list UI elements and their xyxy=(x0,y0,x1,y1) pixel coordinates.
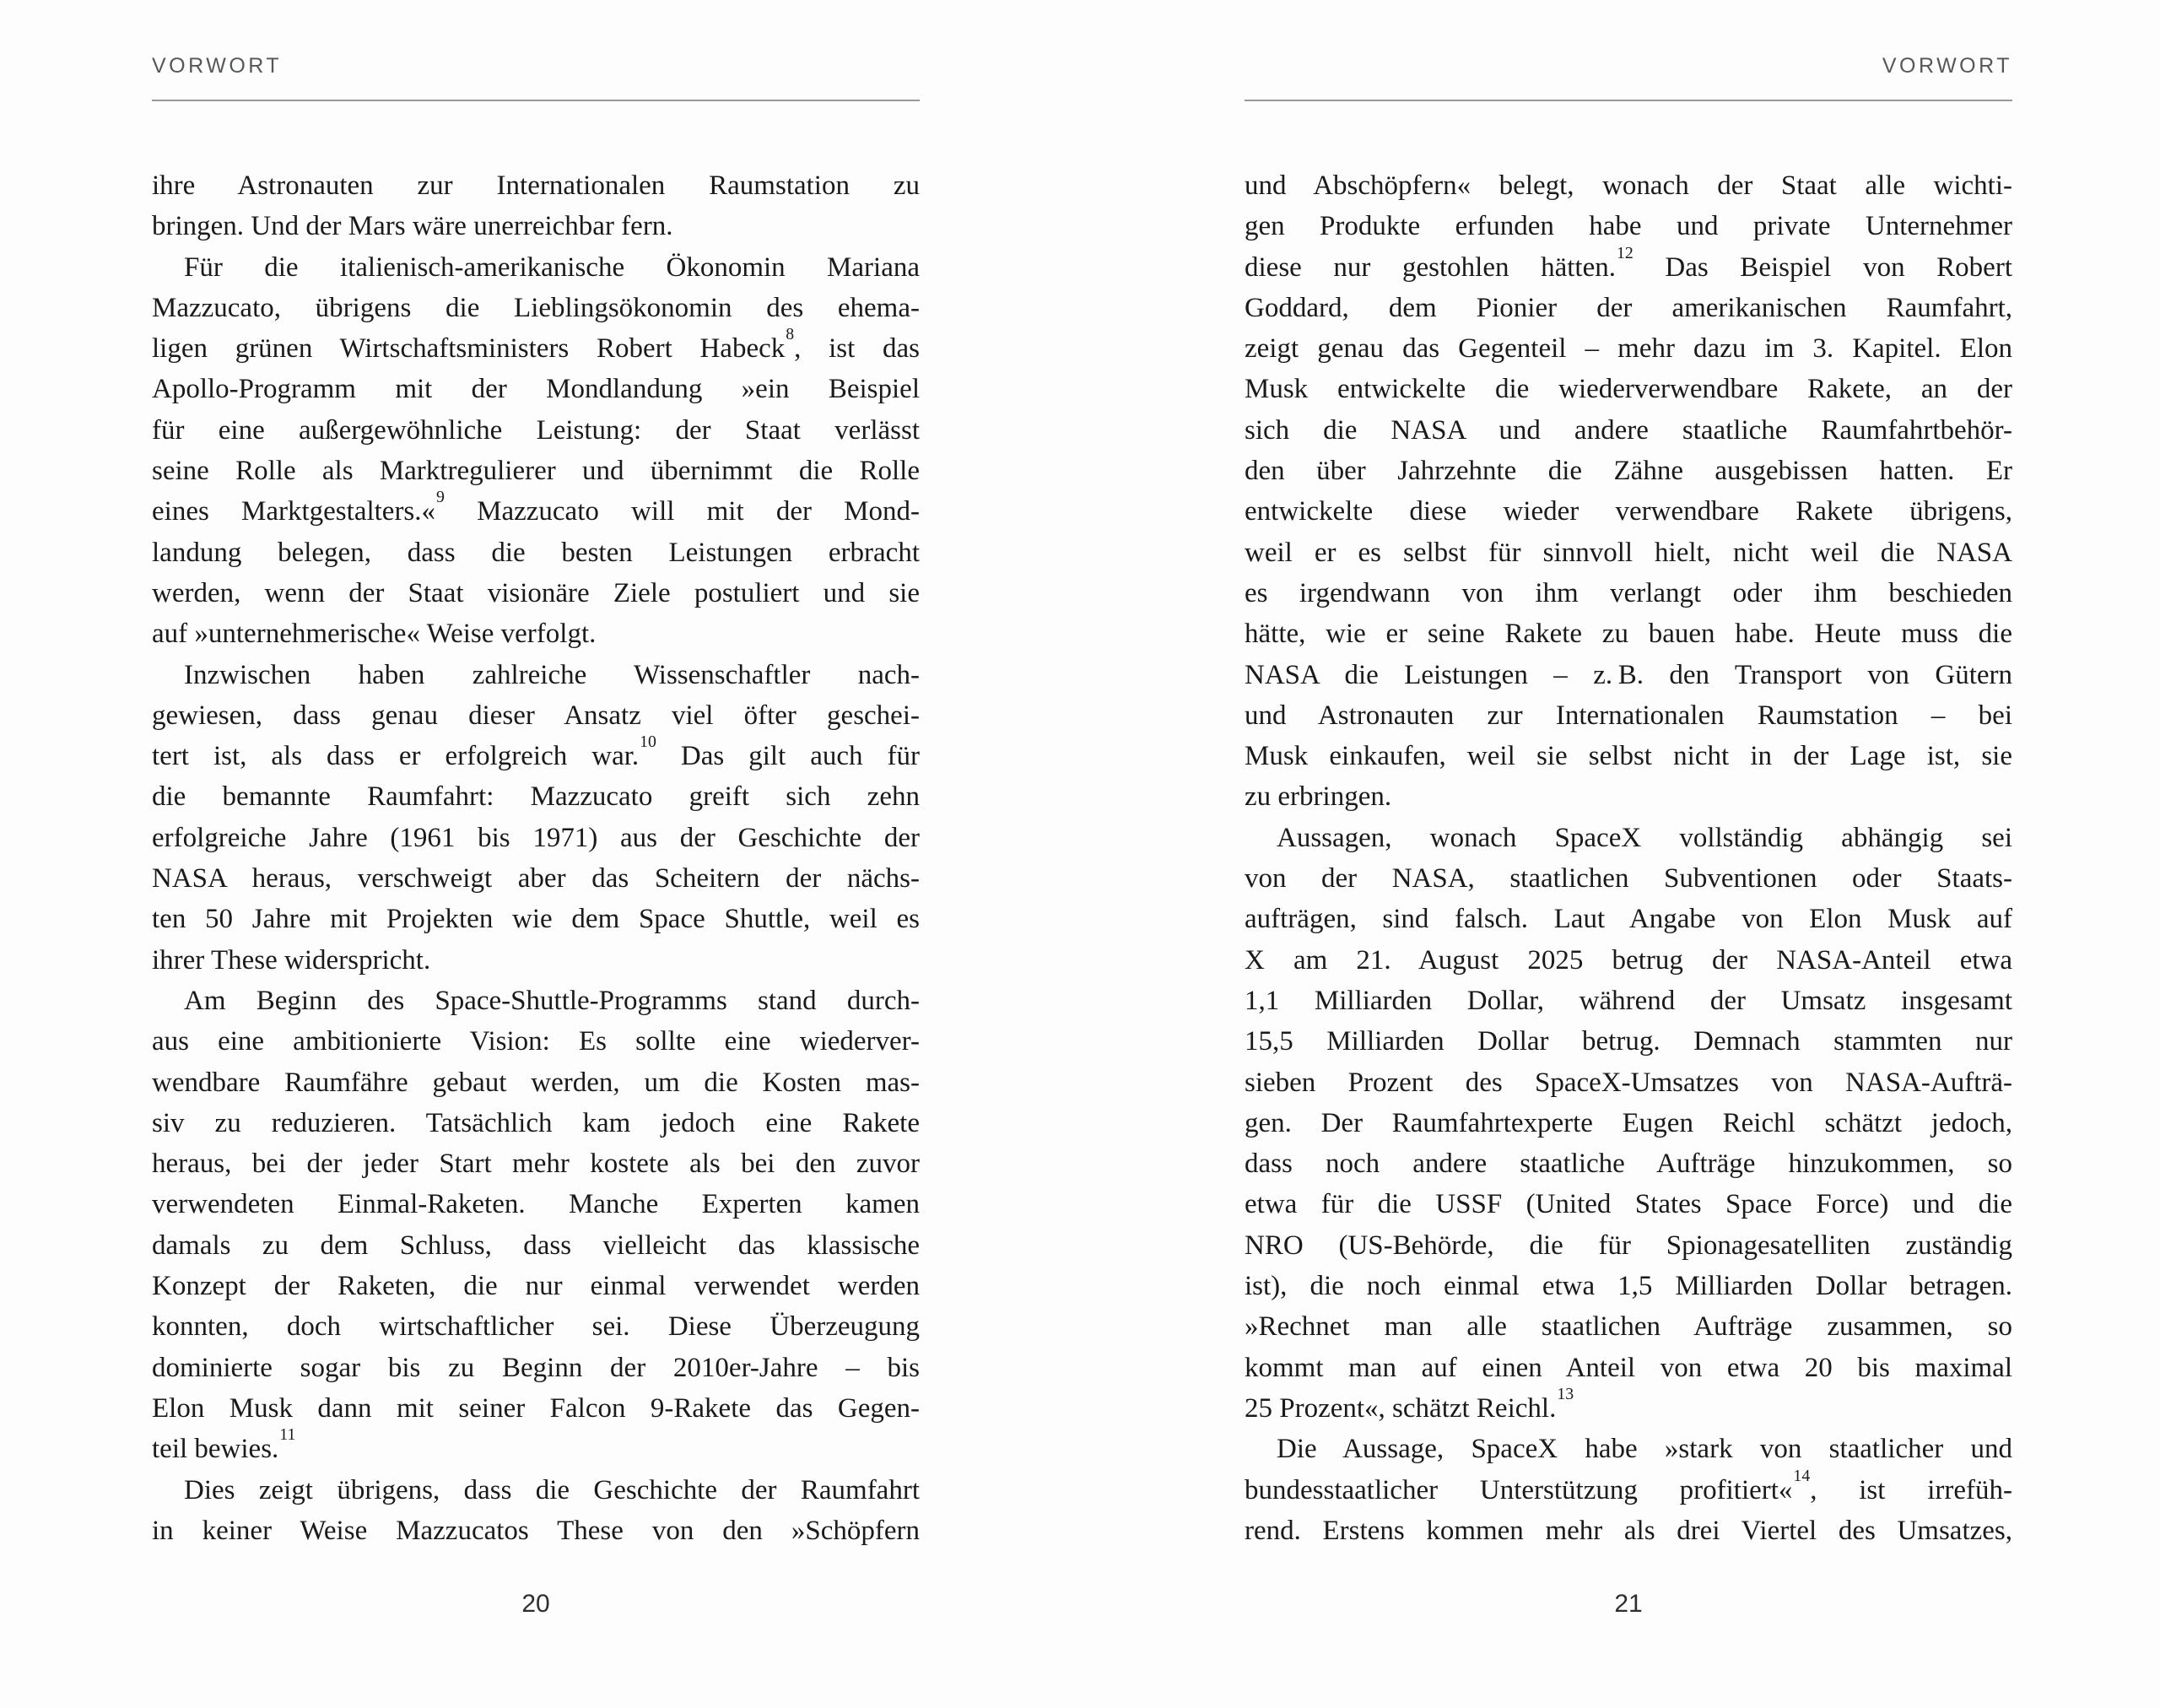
text-line: werden, wenn der Staat visionäre Ziele postuliert und sie xyxy=(152,577,920,608)
text-line: etwa für die USSF (United States Space Force) und die xyxy=(1245,1189,2012,1220)
book-page-left xyxy=(152,0,920,1708)
running-header: VORWORT xyxy=(152,54,283,78)
text-line: landung belegen, dass die besten Leistungen erbracht xyxy=(152,537,920,568)
text-line: heraus, bei der jeder Start mehr kostete als bei den zuvor xyxy=(152,1149,920,1180)
text-line: kommt man auf einen Anteil von etwa 20 bis maximal xyxy=(1245,1352,2012,1383)
text-line: Elon Musk dann mit seiner Falcon 9-Rakete das Gegen- xyxy=(152,1392,920,1424)
paragraph xyxy=(152,655,920,981)
text-line: verwendeten Einmal-Raketen. Manche Experten kamen xyxy=(152,1189,920,1220)
text-line: wendbare Raumfähre gebaut werden, um die Kosten mas- xyxy=(152,1067,920,1098)
text-line: 25 Prozent«, schätzt Reichl.$^{13}$ xyxy=(1245,1385,1574,1424)
text-line: aufträgen, sind falsch. Laut Angabe von Elon Musk auf xyxy=(1245,904,2012,935)
text-line: Für die italienisch-amerikanische Ökonomin Mariana xyxy=(184,251,920,283)
text-line: bundesstaatlicher Unterstützung profitiert«$^{14}$, ist irrefüh- xyxy=(1245,1466,2012,1505)
text-line: gen Produkte erfunden habe und private Unternehmer xyxy=(1245,211,2012,242)
text-line: dass noch andere staatliche Aufträge hinzukommen, so xyxy=(1245,1149,2012,1180)
text-line: Inzwischen haben zahlreiche Wissenschaftler nach- xyxy=(184,659,920,690)
text-line: Apollo-Programm mit der Mondlandung »ein Beispiel xyxy=(152,374,920,405)
text-line: eines Marktgestalters.«$^9$ Mazzucato will mit der Mond- xyxy=(152,488,920,527)
running-header: VORWORT xyxy=(1882,54,2012,78)
text-line: den über Jahrzehnte die Zähne ausgebissen hatten. Er xyxy=(1245,456,2012,487)
footnote-marker: 12 xyxy=(1616,243,1634,262)
footnote-marker: 10 xyxy=(640,732,656,752)
text-line: NASA heraus, verschweigt aber das Scheitern der nächs- xyxy=(152,863,920,895)
text-line: teil bewies.$^{11}$ xyxy=(152,1425,296,1465)
text-line: erfolgreiche Jahre (1961 bis 1971) aus der Geschichte der xyxy=(152,822,920,853)
text-line: diese nur gestohlen hätten.$^{12}$ Das Beispiel von Robert xyxy=(1245,243,2012,283)
paragraph xyxy=(152,1470,920,1552)
text-line: und Astronauten zur Internationalen Raumstation – bei xyxy=(1245,700,2012,731)
book-page-right xyxy=(1245,0,2012,1708)
text-line: 15,5 Milliarden Dollar betrug. Demnach stammten nur xyxy=(1245,1026,2012,1057)
paragraph xyxy=(152,981,920,1470)
paragraph xyxy=(1245,1429,2012,1551)
text-line: X am 21. August 2025 betrug der NASA-Anteil etwa xyxy=(1245,944,2012,976)
text-line: Mazzucato, übrigens die Lieblingsökonomin des ehema- xyxy=(152,292,920,323)
footnote-marker: 13 xyxy=(1557,1385,1574,1403)
text-line: Am Beginn des Space-Shuttle-Programms stand durch- xyxy=(184,985,920,1016)
footnote-marker: 14 xyxy=(1793,1466,1811,1485)
text-line: weil er es selbst für sinnvoll hielt, nicht weil die NASA xyxy=(1245,537,2012,568)
text-line: die bemannte Raumfahrt: Mazzucato greift sich zehn xyxy=(152,781,920,813)
text-line: tert ist, als dass er erfolgreich war.$^{10}$ Das gilt auch für xyxy=(152,732,920,772)
text-line: in keiner Weise Mazzucatos These von den »Schöpfern xyxy=(152,1515,920,1546)
text-line: von der NASA, staatlichen Subventionen oder Staats- xyxy=(1245,863,2012,895)
text-line: Musk entwickelte die wiederverwendbare Rakete, an der xyxy=(1245,374,2012,405)
text-line: ligen grünen Wirtschaftsministers Robert Habeck$^8$, ist das xyxy=(152,325,920,365)
page-body xyxy=(152,165,920,1551)
footnote-marker: 11 xyxy=(279,1425,296,1445)
paragraph xyxy=(1245,165,2012,818)
text-line: ten 50 Jahre mit Projekten wie dem Space Shuttle, weil es xyxy=(152,904,920,935)
text-line: ihrer These widerspricht. xyxy=(152,944,431,976)
text-line: zeigt genau das Gegenteil – mehr dazu im 3. Kapitel. Elon xyxy=(1245,333,2012,365)
text-line: Aussagen, wonach SpaceX vollständig abhängig sei xyxy=(1277,822,2012,853)
paragraph xyxy=(152,165,920,247)
text-line: Dies zeigt übrigens, dass die Geschichte der Raumfahrt xyxy=(184,1474,920,1505)
text-line: »Rechnet man alle staatlichen Aufträge zusammen, so xyxy=(1245,1311,2012,1343)
text-line: für eine außergewöhnliche Leistung: der Staat verlässt xyxy=(152,414,920,446)
text-line: NASA die Leistungen – z. B. den Transport von Gütern xyxy=(1245,659,2012,690)
text-line: damals zu dem Schluss, dass vielleicht das klassische xyxy=(152,1230,920,1261)
page-body xyxy=(1245,165,2012,1551)
header-rule xyxy=(1245,100,2012,101)
footnote-marker: 8 xyxy=(786,325,795,344)
text-line: gewiesen, dass genau dieser Ansatz viel öfter geschei- xyxy=(152,700,920,731)
paragraph xyxy=(152,247,920,655)
text-line: NRO (US-Behörde, die für Spionagesatelliten zuständig xyxy=(1245,1230,2012,1261)
text-line: ist), die noch einmal etwa 1,5 Milliarden Dollar betragen. xyxy=(1245,1271,2012,1302)
text-line: auf »unternehmerische« Weise verfolgt. xyxy=(152,619,597,650)
text-line: ihre Astronauten zur Internationalen Raumstation zu xyxy=(152,170,920,201)
footnote-marker: 9 xyxy=(436,488,445,507)
header-rule xyxy=(152,100,920,101)
text-line: aus eine ambitionierte Vision: Es sollte eine wiederver- xyxy=(152,1026,920,1057)
text-line: gen. Der Raumfahrtexperte Eugen Reichl schätzt jedoch, xyxy=(1245,1107,2012,1138)
text-line: es irgendwann von ihm verlangt oder ihm beschieden xyxy=(1245,577,2012,608)
text-line: rend. Erstens kommen mehr als drei Viertel des Umsatzes, xyxy=(1245,1515,2012,1546)
text-line: seine Rolle als Marktregulierer und übernimmt die Rolle xyxy=(152,456,920,487)
text-line: Konzept der Raketen, die nur einmal verwendet werden xyxy=(152,1271,920,1302)
text-line: Die Aussage, SpaceX habe »stark von staatlicher und xyxy=(1277,1434,2012,1465)
page-number: 21 xyxy=(1614,1590,1643,1618)
text-line: 1,1 Milliarden Dollar, während der Umsatz insgesamt xyxy=(1245,985,2012,1016)
text-line: hätte, wie er seine Rakete zu bauen habe. Heute muss die xyxy=(1245,619,2012,650)
text-line: Goddard, dem Pionier der amerikanischen Raumfahrt, xyxy=(1245,292,2012,323)
text-line: Musk einkaufen, weil sie selbst nicht in der Lage ist, sie xyxy=(1245,741,2012,772)
text-line: entwickelte diese wieder verwendbare Rakete übrigens, xyxy=(1245,496,2012,527)
text-line: siv zu reduzieren. Tatsächlich kam jedoch eine Rakete xyxy=(152,1107,920,1138)
text-line: bringen. Und der Mars wäre unerreichbar fern. xyxy=(152,211,673,242)
text-line: und Abschöpfern« belegt, wonach der Staat alle wichti- xyxy=(1245,170,2012,201)
text-line: konnten, doch wirtschaftlicher sei. Diese Überzeugung xyxy=(152,1311,920,1343)
text-line: zu erbringen. xyxy=(1245,781,1392,813)
page-number: 20 xyxy=(521,1590,550,1618)
text-line: sieben Prozent des SpaceX-Umsatzes von NASA-Aufträ- xyxy=(1245,1067,2012,1098)
text-line: sich die NASA und andere staatliche Raumfahrtbehör- xyxy=(1245,414,2012,446)
paragraph xyxy=(1245,818,2012,1429)
text-line: dominierte sogar bis zu Beginn der 2010er-Jahre – bis xyxy=(152,1352,920,1383)
